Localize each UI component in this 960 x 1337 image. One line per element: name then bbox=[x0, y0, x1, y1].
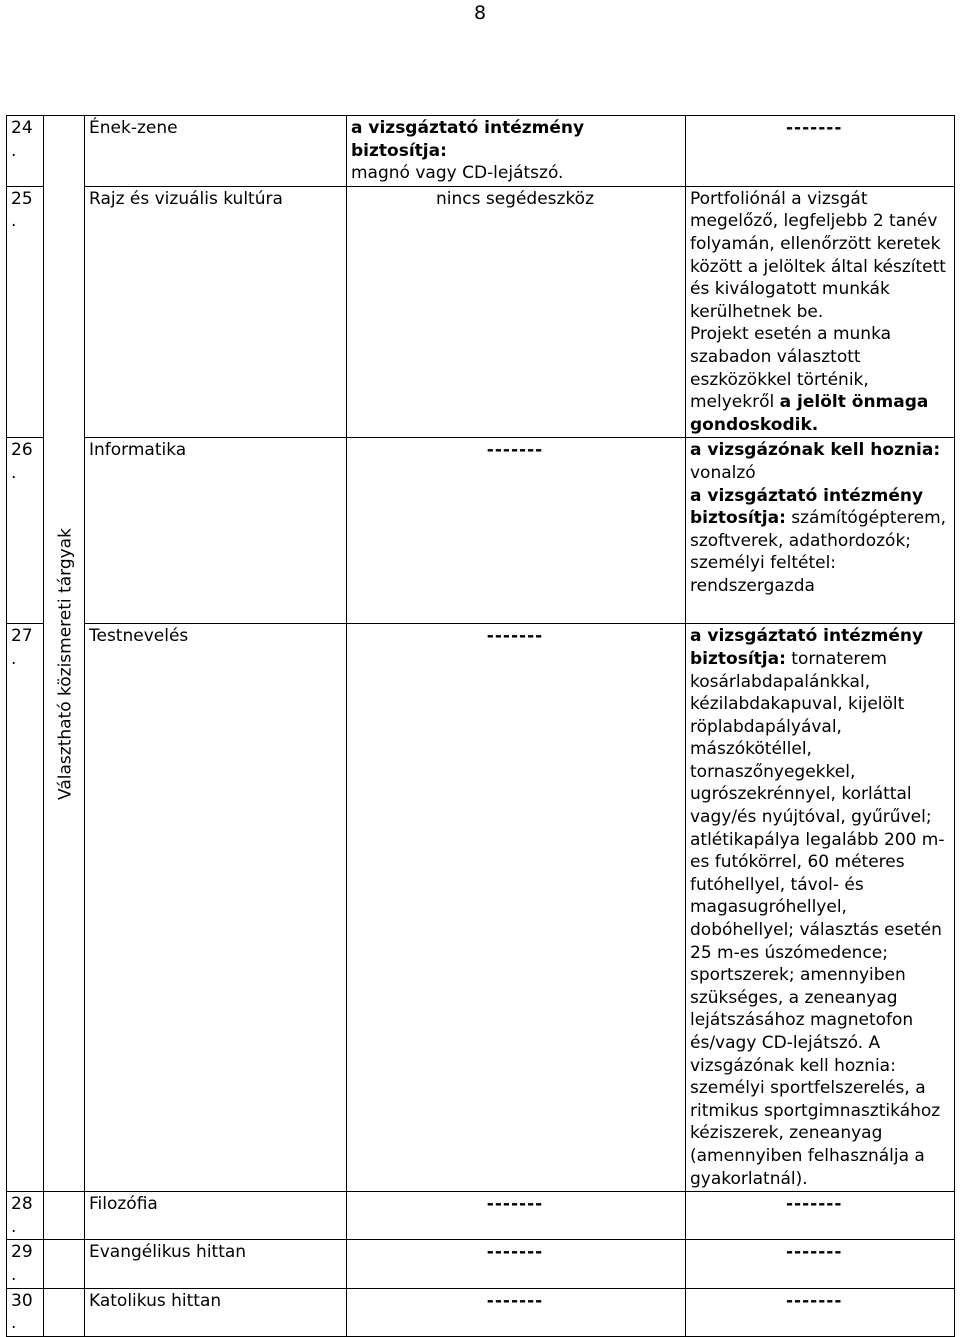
empty-dash: ------- bbox=[486, 1242, 544, 1263]
notes-bold-text: a vizsgáztató intézmény biztosítja: bbox=[690, 485, 924, 529]
empty-dash: ------- bbox=[486, 626, 544, 647]
notes-text: vonalzó bbox=[690, 462, 756, 483]
subject-name: Ének-zene bbox=[85, 116, 347, 187]
notes-text: tornaterem kosárlabdapalánkkal, kézilabdakapuval, kijelölt röplabdapályával, mászókötéllel, tornaszőnyegekkel, ugrószekrénnyel, korláttal vagy/és nyújtóval, gyűrűvel; atlétikapálya legalább 200 m-es futókörrel, 60 méteres futóhellyel, távol- és magasugróhellyel, dobóhellyel; választás esetén 25 m-es úszómedence; sportszerek; amennyiben szükséges, a zeneanyag lejátszásához magnetofon és/vagy CD-lejátszó. A vizsgázónak kell hoznia: személyi sportfelszerelés, a ritmikus sportgimnasztikához kéziszerek, zeneanyag (amennyiben felhasználja a gyakorlatnál). bbox=[690, 648, 945, 1189]
empty-dash: ------- bbox=[786, 118, 843, 138]
empty-dash: ------- bbox=[786, 1290, 843, 1311]
notes-cell bbox=[686, 1192, 955, 1240]
tools-cell bbox=[347, 1288, 686, 1336]
tools-cell bbox=[347, 1192, 686, 1240]
subject-name: Filozófia bbox=[85, 1192, 347, 1240]
empty-dash: ------- bbox=[786, 1194, 843, 1215]
empty-dash: ------- bbox=[486, 1290, 544, 1311]
notes-cell bbox=[686, 116, 955, 187]
tools-cell bbox=[347, 624, 686, 1192]
tools-cell bbox=[347, 116, 686, 187]
empty-dash: ------- bbox=[486, 1194, 544, 1215]
table-row bbox=[7, 116, 955, 187]
subject-name: Testnevelés bbox=[85, 624, 347, 1192]
notes-bold-text: a vizsgázónak kell hoznia: bbox=[690, 440, 941, 461]
table-row bbox=[7, 1288, 955, 1336]
tools-cell bbox=[347, 1240, 686, 1288]
notes-cell bbox=[686, 186, 955, 438]
row-number: 27. bbox=[7, 624, 44, 1192]
notes-cell bbox=[686, 624, 955, 1192]
table-row bbox=[7, 1240, 955, 1288]
tools-cell bbox=[347, 438, 686, 624]
tools-text: nincs segédeszköz bbox=[435, 188, 595, 209]
row-number: 25. bbox=[7, 186, 44, 438]
category-label: Választható közismereti tárgyak bbox=[56, 528, 77, 801]
tools-cell bbox=[347, 186, 686, 438]
table-row bbox=[7, 624, 955, 1192]
row-number: 28. bbox=[7, 1192, 44, 1240]
notes-text: Projekt esetén a munka szabadon választott eszközökkel történik, melyekről bbox=[690, 324, 892, 413]
category-cell bbox=[44, 116, 85, 1192]
blank-cell bbox=[44, 1192, 85, 1240]
notes-text: számítógépterem, szoftverek, adathordozók; személyi feltétel: rendszergazda bbox=[690, 508, 947, 596]
notes-bold-text: a jelölt önmaga gondoskodik. bbox=[690, 392, 929, 435]
notes-cell bbox=[686, 1288, 955, 1336]
page-number: 8 bbox=[473, 2, 487, 24]
subject-name: Katolikus hittan bbox=[85, 1288, 347, 1336]
table-row bbox=[7, 1192, 955, 1240]
blank-cell bbox=[44, 1240, 85, 1288]
notes-bold-text: a vizsgáztató intézmény biztosítja: bbox=[690, 626, 924, 669]
row-number: 29. bbox=[7, 1240, 44, 1288]
blank-cell bbox=[44, 1288, 85, 1336]
notes-text: Portfoliónál a vizsgát megelőző, legfeljebb 2 tanév folyamán, ellenőrzött keretek között a jelöltek által készített és kiválogatott munkák kerülhetnek be. bbox=[690, 188, 946, 322]
notes-cell bbox=[686, 1240, 955, 1288]
exam-tools-table bbox=[6, 115, 955, 1337]
subject-name: Informatika bbox=[85, 438, 347, 624]
table-row bbox=[7, 438, 955, 624]
subject-name: Rajz és vizuális kultúra bbox=[85, 186, 347, 438]
tools-text: magnó vagy CD-lejátszó. bbox=[351, 163, 564, 184]
empty-dash: ------- bbox=[786, 1242, 843, 1263]
notes-cell bbox=[686, 438, 955, 624]
row-number: 30. bbox=[7, 1288, 44, 1336]
subject-name: Evangélikus hittan bbox=[85, 1240, 347, 1288]
row-number: 26. bbox=[7, 438, 44, 624]
table-row bbox=[7, 186, 955, 438]
tools-bold-text: a vizsgáztató intézmény biztosítja: bbox=[351, 118, 585, 161]
row-number: 24. bbox=[7, 116, 44, 187]
empty-dash: ------- bbox=[486, 440, 544, 461]
